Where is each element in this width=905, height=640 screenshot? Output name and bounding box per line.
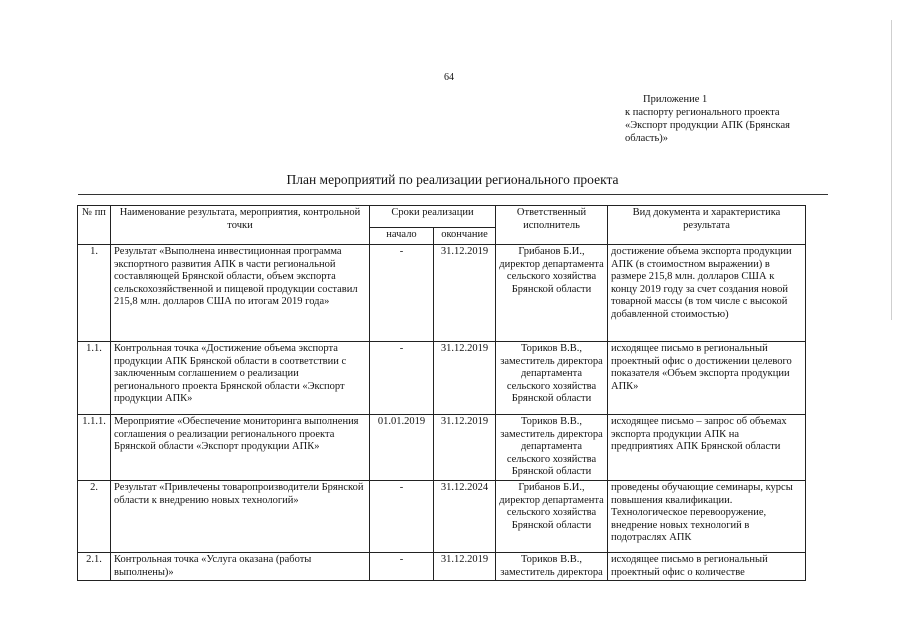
row-end: 31.12.2019 <box>434 415 496 481</box>
row-doc: достижение объема экспорта продукции АПК (в стоимостном выражении) в размере 215,8 млн. долларов США к концу 2019 году за счет создания новой товарной массы (в том числе с высокой добавленной стоимостью) <box>608 245 806 342</box>
row-name: Контрольная точка «Достижение объема экспорта продукции АПК Брянской области в соответствии с заключенным соглашением о реализации регионального проекта Брянской области «Экспорт продукции АПК» <box>111 342 370 415</box>
title-rule <box>78 194 828 195</box>
header-responsible: Ответственный исполнитель <box>496 206 608 245</box>
appendix-title: Приложение 1 <box>643 94 708 105</box>
row-start: - <box>370 342 434 415</box>
row-responsible: Грибанов Б.И., директор департамента сельского хозяйства Брянской области <box>496 245 608 342</box>
row-name: Мероприятие «Обеспечение мониторинга выполнения соглашения о реализации регионального проекта Брянской области «Экспорт продукции АПК» <box>111 415 370 481</box>
table-row <box>78 415 806 481</box>
header-num: № пп <box>78 206 111 245</box>
row-start: 01.01.2019 <box>370 415 434 481</box>
row-num: 2.1. <box>78 553 111 581</box>
row-start: - <box>370 481 434 553</box>
row-end: 31.12.2019 <box>434 553 496 581</box>
row-doc: исходящее письмо в региональный проектный офис о количестве <box>608 553 806 581</box>
row-num: 1.1.1. <box>78 415 111 481</box>
appendix-line: к паспорту регионального проекта <box>625 107 780 118</box>
plan-table <box>77 205 806 581</box>
row-responsible: Ториков В.В., заместитель директора департамента сельского хозяйства Брянской области <box>496 342 608 415</box>
page-number: 64 <box>444 72 454 83</box>
row-name: Результат «Выполнена инвестиционная программа экспортного развития АПК в части региональной составляющей Брянской области, объем экспорта сельскохозяйственной и пищевой продукции составил 215,8 млн. долларов США по итогам 2019 года» <box>111 245 370 342</box>
row-end: 31.12.2019 <box>434 245 496 342</box>
row-num: 1. <box>78 245 111 342</box>
appendix-line: «Экспорт продукции АПК (Брянская <box>625 120 790 131</box>
appendix-block <box>625 93 830 145</box>
table-row <box>78 342 806 415</box>
row-start: - <box>370 245 434 342</box>
row-doc: исходящее письмо в региональный проектный офис о достижении целевого показателя «Объем экспорта продукции АПК» <box>608 342 806 415</box>
header-doc: Вид документа и характеристика результата <box>608 206 806 245</box>
row-responsible: Ториков В.В., заместитель директора <box>496 553 608 581</box>
document-title: План мероприятий по реализации регионального проекта <box>286 172 619 187</box>
row-name: Результат «Привлечены товаропроизводители Брянской области к внедрению новых технологий» <box>111 481 370 553</box>
row-responsible: Грибанов Б.И., директор департамента сельского хозяйства Брянской области <box>496 481 608 553</box>
header-name: Наименование результата, мероприятия, контрольной точки <box>111 206 370 245</box>
row-num: 1.1. <box>78 342 111 415</box>
appendix-line: область)» <box>625 133 669 144</box>
row-end: 31.12.2019 <box>434 342 496 415</box>
row-responsible: Ториков В.В., заместитель директора департамента сельского хозяйства Брянской области <box>496 415 608 481</box>
row-doc: проведены обучающие семинары, курсы повышения квалификации. Технологическое перевооружение, внедрение новых технологий в подотраслях АПК <box>608 481 806 553</box>
row-end: 31.12.2024 <box>434 481 496 553</box>
row-name: Контрольная точка «Услуга оказана (работы выполнены)» <box>111 553 370 581</box>
row-start: - <box>370 553 434 581</box>
row-num: 2. <box>78 481 111 553</box>
table-row <box>78 245 806 342</box>
header-start: начало <box>370 228 434 245</box>
row-doc: исходящее письмо – запрос об объемах экспорта продукции АПК на предприятиях АПК Брянской области <box>608 415 806 481</box>
table-row <box>78 553 806 581</box>
scan-edge-line <box>891 20 892 320</box>
table-row <box>78 481 806 553</box>
header-dates: Сроки реализации <box>370 206 496 228</box>
header-end: окончание <box>434 228 496 245</box>
